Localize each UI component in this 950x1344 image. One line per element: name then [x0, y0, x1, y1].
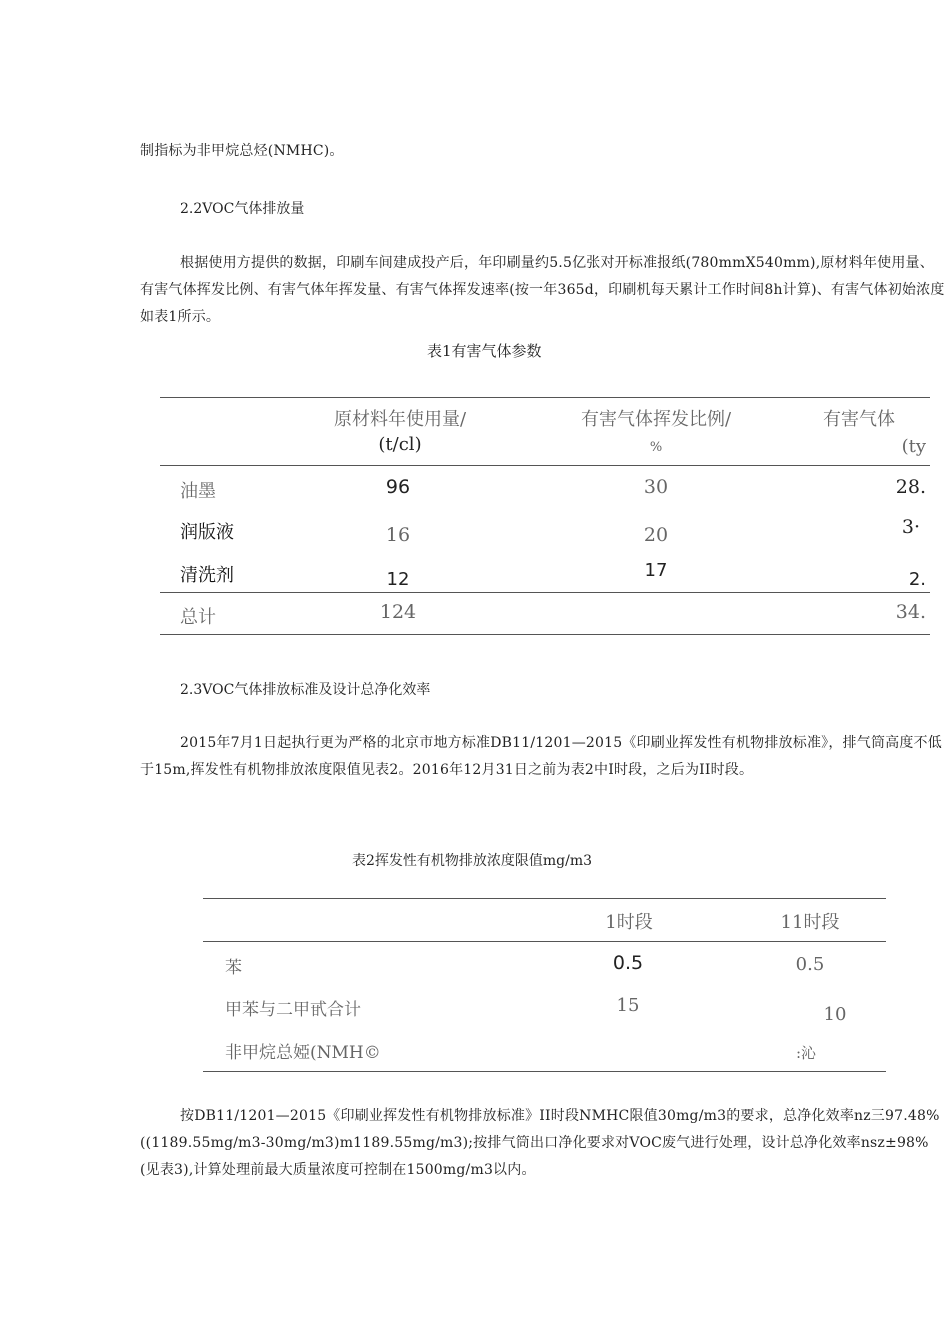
section-2-2-paragraph: 根据使用方提供的数据，印刷车间建成投产后，年印刷量约5.5亿张对开标准报纸(780mmX540mm),原材料年使用量、有害气体挥发比例、有害气体年挥发量、有害气体挥发速率(按一年365d，印刷机每天累计工作时间8h计算)、有害气体初始浓度如表1所示。	[140, 255, 945, 325]
row-name: 清洗剂	[180, 565, 234, 586]
table-1-header-rule	[160, 465, 930, 466]
row-period-2: 0.5	[795, 954, 825, 975]
row-usage: 16	[385, 524, 411, 546]
table-2-bottom-rule	[203, 1071, 886, 1072]
row-period-1: 15	[616, 995, 640, 1016]
section-heading-2-3: 2.3VOC气体排放标准及设计总净化效率	[180, 682, 431, 698]
table-1-total-rule	[160, 592, 930, 593]
section-2-3-paragraph: 2015年7月1日起执行更为严格的北京市地方标准DB11/1201—2015《印刷业挥发性有机物排放标准》，排气筒高度不低于15m,挥发性有机物排放浓度限值见表2。2016年12月31日之前为表2中I时段，之后为II时段。	[140, 735, 942, 778]
table-2-caption: 表2挥发性有机物排放浓度限值mg/m3	[352, 853, 593, 869]
row-amount: 34.	[895, 601, 926, 623]
row-amount: 28.	[895, 476, 926, 498]
table-1-top-rule	[160, 397, 930, 398]
intro-paragraph: 制指标为非甲烷总烃(NMHC)。	[140, 143, 344, 159]
table-1-header-ratio: 有害气体挥发比例/	[580, 409, 732, 430]
row-usage: 124	[379, 601, 417, 623]
row-name: 润版液	[180, 522, 234, 543]
table-2-top-rule	[203, 898, 886, 899]
row-name: 油墨	[180, 481, 216, 502]
row-name: 非甲烷总婭(NMH©	[225, 1043, 381, 1063]
row-name: 甲苯与二甲甙合计	[225, 1000, 361, 1020]
row-period-2: 10	[823, 1004, 847, 1025]
row-usage: 96	[385, 476, 411, 498]
row-usage: 12	[386, 569, 410, 590]
table-1-header-usage: 原材料年使用量/	[333, 409, 467, 430]
table-1-header-amount: 有害气体	[823, 409, 895, 430]
section-heading-2-2: 2.2VOC气体排放量	[180, 201, 305, 217]
table-2-header-period-2: 11时段	[780, 912, 840, 933]
row-name: 苯	[225, 958, 242, 978]
row-amount: 2.	[908, 569, 926, 590]
table-1-caption: 表1有害气体参数	[427, 342, 542, 360]
table-1-header-ratio-unit: %	[649, 440, 663, 455]
row-period-2: :沁	[796, 1044, 817, 1062]
row-ratio: 17	[644, 560, 668, 581]
table-2-header-rule	[203, 941, 886, 942]
row-name: 总计	[180, 607, 216, 628]
row-ratio: 20	[643, 524, 669, 546]
table-1-bottom-rule	[160, 634, 930, 635]
row-ratio: 30	[643, 476, 669, 498]
final-paragraph: 按DB11/1201—2015《印刷业挥发性有机物排放标准》II时段NMHC限值30mg/m3的要求，总净化效率nz三97.48%((1189.55mg/m3-30mg/m3)m1189.55mg/m3);按排气筒出口净化要求对VOC废气进行处理，设计总净化效率nsz±98%(见表3),计算处理前最大质量浓度可控制在1500mg/m3以内。	[140, 1108, 940, 1178]
row-period-1: 0.5	[612, 952, 644, 974]
table-1-header-usage-unit: (t/cl)	[378, 434, 422, 455]
row-amount: 3·	[901, 516, 920, 538]
table-1-header-amount-unit: (ty	[901, 436, 926, 457]
table-2-header-period-1: 1时段	[605, 912, 653, 933]
